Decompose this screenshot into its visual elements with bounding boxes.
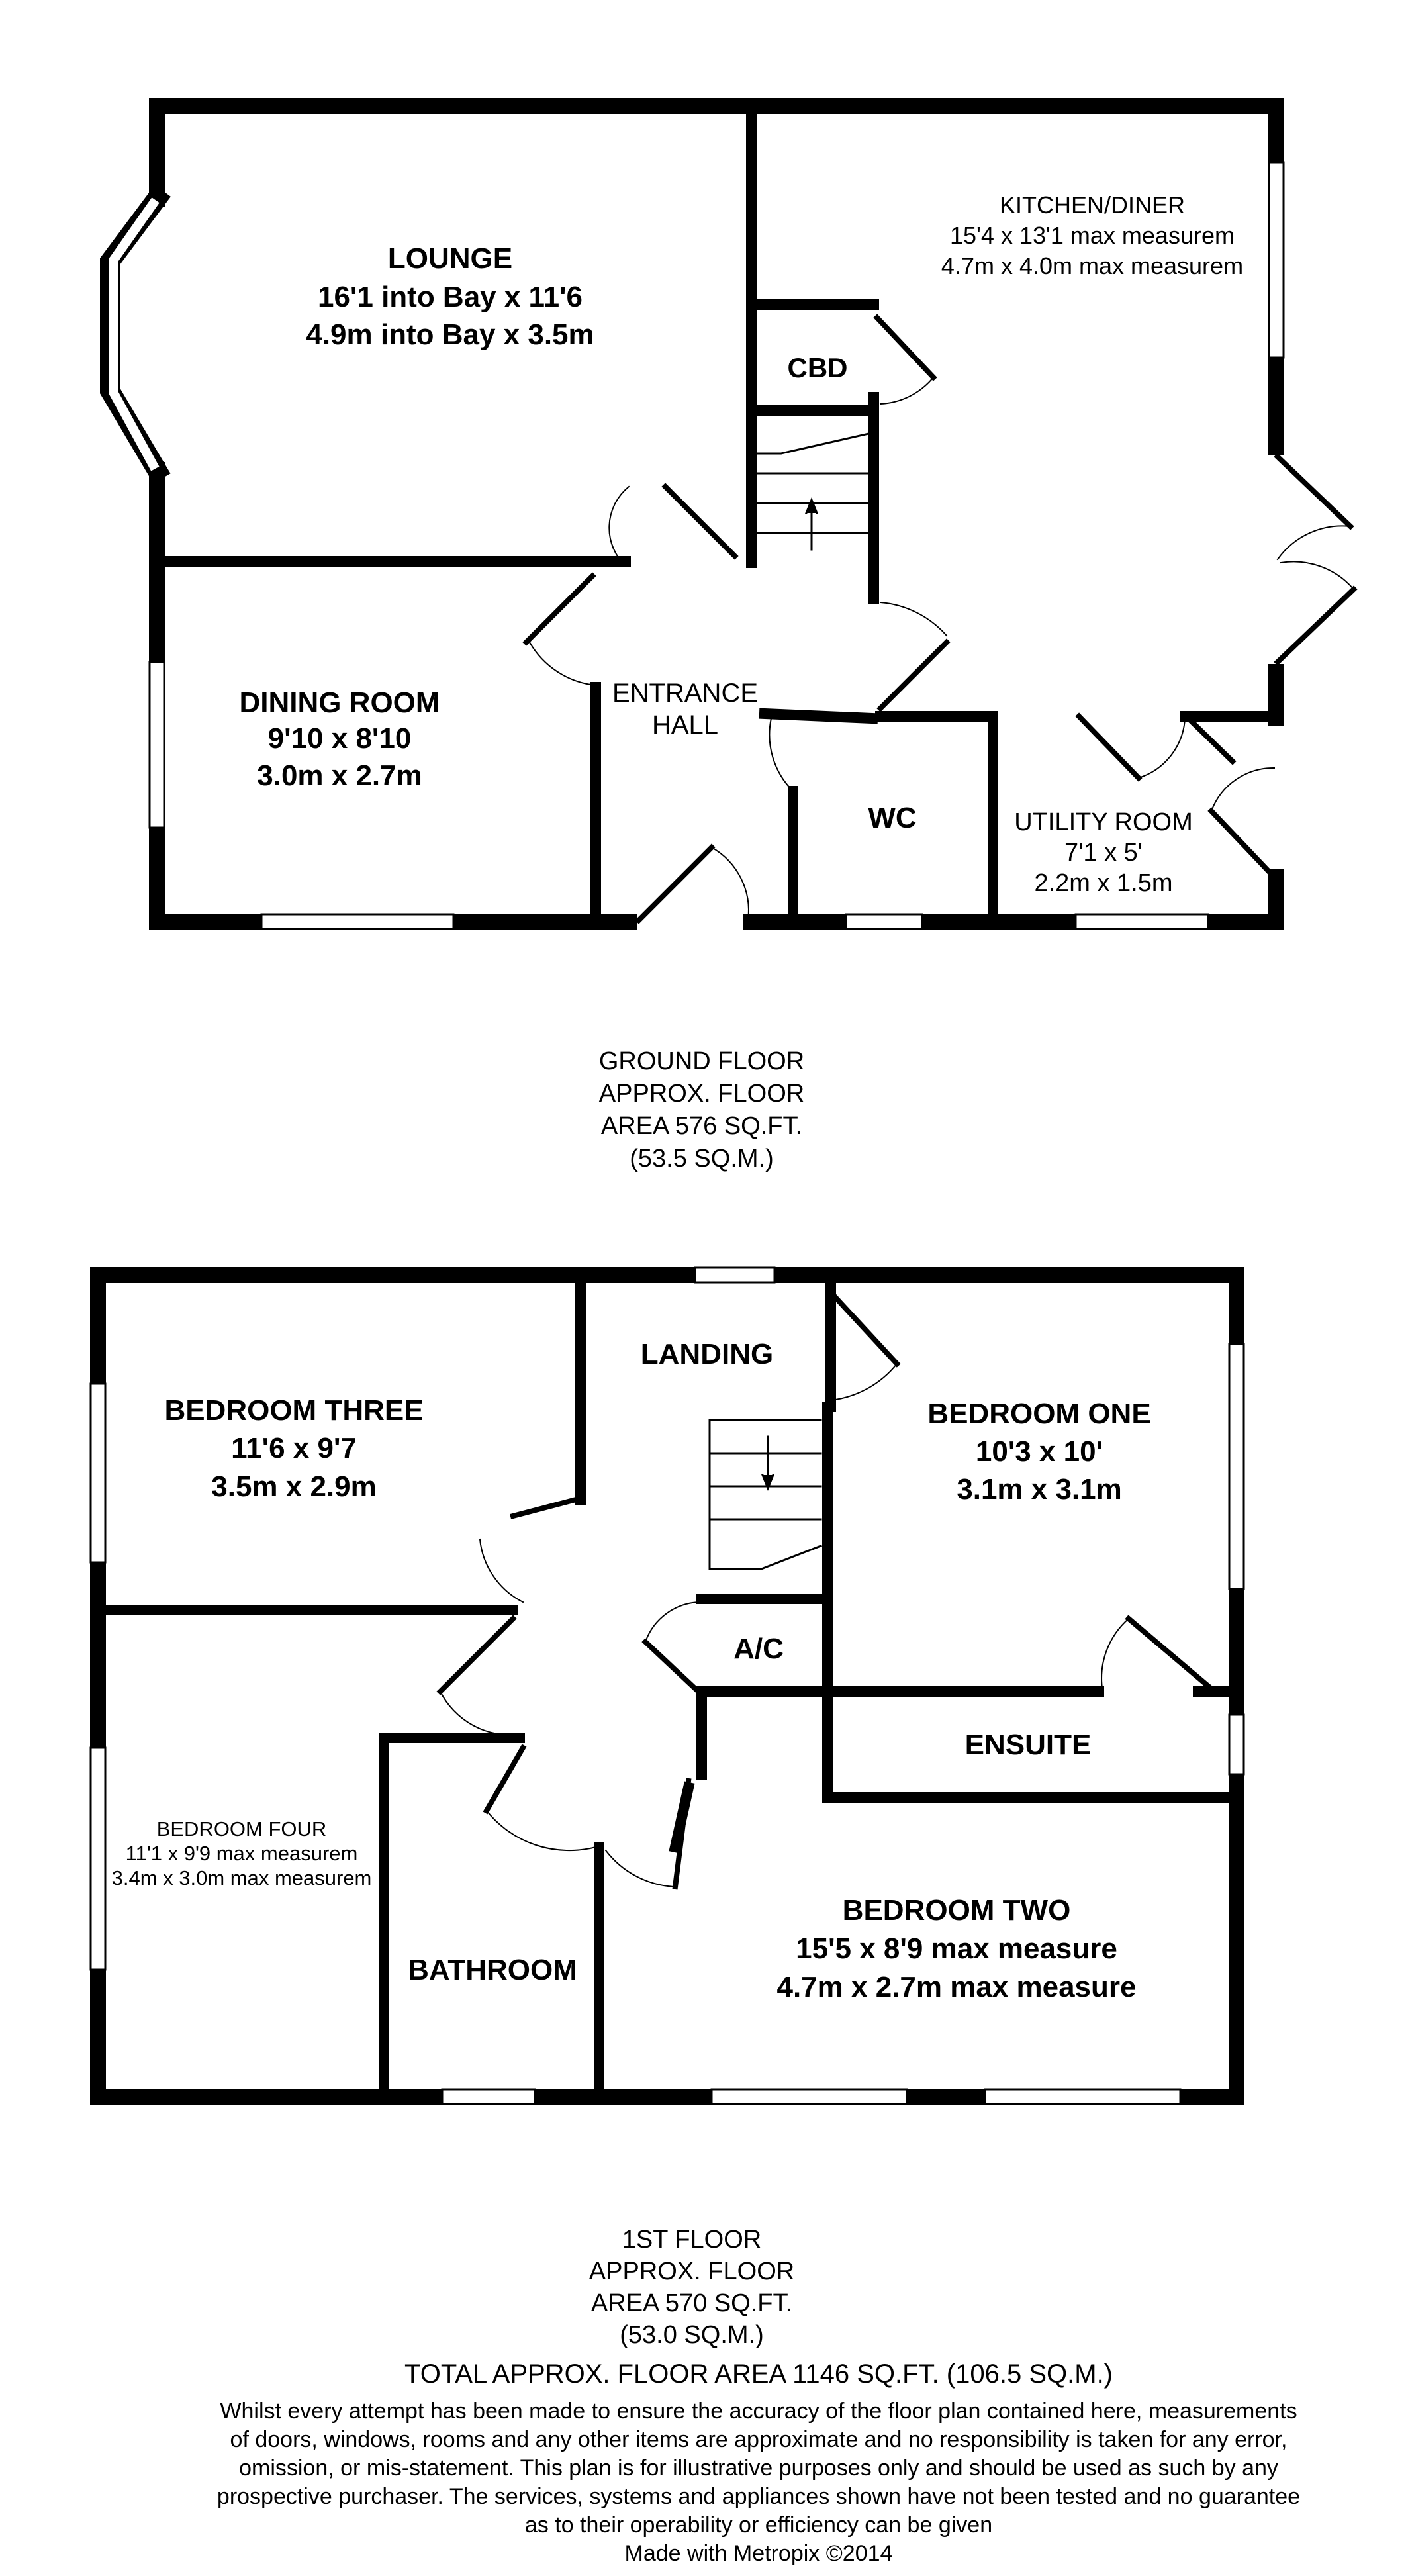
ground-caption-line4: (53.5 SQ.M.) <box>630 1145 774 1172</box>
landing-name: LANDING <box>640 1338 774 1370</box>
bed4-dim-imperial: 11'1 x 9'9 max measurem <box>125 1842 358 1865</box>
first-stairs <box>710 1420 821 1569</box>
dining-dim-metric: 3.0m x 2.7m <box>257 759 422 792</box>
bed3-name: BEDROOM THREE <box>164 1394 424 1427</box>
first-floor-labels <box>112 1338 1151 2349</box>
first-caption-line2: APPROX. FLOOR <box>588 2258 795 2285</box>
lounge-dim-imperial: 16'1 into Bay x 11'6 <box>317 281 583 313</box>
bed4-name: BEDROOM FOUR <box>156 1817 327 1840</box>
credit: Made with Metropix ©2014 <box>624 2541 893 2566</box>
utility-name: UTILITY ROOM <box>1014 808 1193 836</box>
bed1-name: BEDROOM ONE <box>927 1398 1151 1430</box>
disclaimer-line2: of doors, windows, rooms and any other items are approximate and no responsibility is taken for any error, <box>230 2427 1288 2452</box>
wc-name: WC <box>868 802 917 834</box>
utility-dim-metric: 2.2m x 1.5m <box>1034 869 1173 897</box>
bed2-dim-metric: 4.7m x 2.7m max measure <box>776 1971 1137 2003</box>
entrance-name-line2: HALL <box>651 710 719 739</box>
bed3-dim-imperial: 11'6 x 9'7 <box>231 1432 357 1464</box>
lounge-bay-window <box>110 199 157 470</box>
dining-name: DINING ROOM <box>239 687 440 719</box>
ground-caption-line3: AREA 576 SQ.FT. <box>600 1112 803 1140</box>
bathroom-name: BATHROOM <box>408 1954 577 1986</box>
cbd-name: CBD <box>787 352 848 383</box>
bed2-name: BEDROOM TWO <box>842 1894 1071 1927</box>
total-area: TOTAL APPROX. FLOOR AREA 1146 SQ.FT. (106.5 SQ.M.) <box>404 2360 1113 2389</box>
disclaimer-line3: omission, or mis-statement. This plan is for illustrative purposes only and should be used as such by any <box>239 2456 1278 2481</box>
entrance-name-line1: ENTRANCE <box>612 679 759 708</box>
kitchen-dim-imperial: 15'4 x 13'1 max measurem <box>950 222 1235 249</box>
dining-dim-imperial: 9'10 x 8'10 <box>267 722 412 755</box>
ground-doors <box>526 318 1354 920</box>
bed4-dim-metric: 3.4m x 3.0m max measurem <box>111 1866 372 1889</box>
lounge-dim-metric: 4.9m into Bay x 3.5m <box>306 318 594 351</box>
ensuite-name: ENSUITE <box>964 1729 1092 1761</box>
bed2-dim-imperial: 15'5 x 8'9 max measure <box>796 1932 1117 1965</box>
utility-dim-imperial: 7'1 x 5' <box>1064 839 1143 867</box>
ground-stairs <box>756 434 868 549</box>
ground-caption-line2: APPROX. FLOOR <box>598 1080 805 1108</box>
ac-name: A/C <box>733 1633 784 1665</box>
first-caption-line1: 1ST FLOOR <box>622 2226 762 2254</box>
footer <box>217 2360 1300 2566</box>
first-caption-line3: AREA 570 SQ.FT. <box>590 2289 793 2317</box>
lounge-name: LOUNGE <box>387 242 513 275</box>
bed3-dim-metric: 3.5m x 2.9m <box>211 1470 377 1503</box>
disclaimer-line1: Whilst every attempt has been made to ensure the accuracy of the floor plan contained here, measurements <box>220 2399 1297 2424</box>
bed1-dim-imperial: 10'3 x 10' <box>975 1435 1103 1468</box>
first-caption-line4: (53.0 SQ.M.) <box>620 2321 764 2349</box>
bed1-dim-metric: 3.1m x 3.1m <box>957 1473 1122 1505</box>
disclaimer-line5: as to their operability or efficiency can be given <box>524 2512 993 2538</box>
ground-caption-line1: GROUND FLOOR <box>598 1047 805 1075</box>
disclaimer-line4: prospective purchaser. The services, systems and appliances shown have not been tested and no guarantee <box>216 2484 1301 2509</box>
kitchen-name: KITCHEN/DINER <box>999 191 1186 218</box>
ground-floor-labels <box>239 191 1243 1172</box>
kitchen-dim-metric: 4.7m x 4.0m max measurem <box>941 252 1244 279</box>
